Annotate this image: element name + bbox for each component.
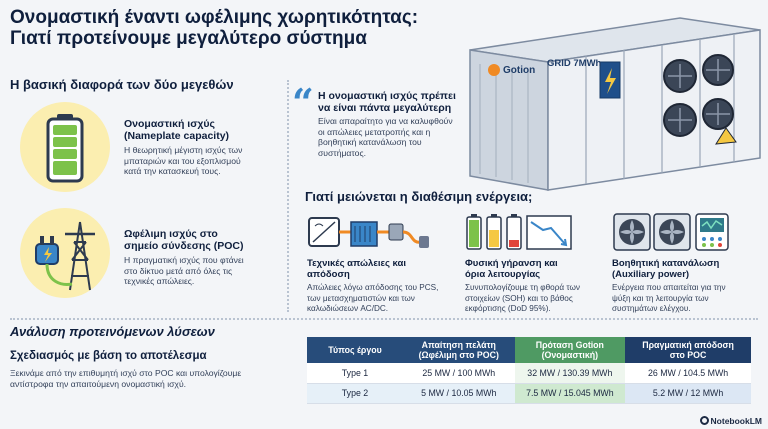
gotion-logo-icon bbox=[488, 64, 500, 76]
header-text: Πρόταση Gotion bbox=[535, 340, 604, 350]
quote-mark-icon: “ bbox=[292, 80, 314, 125]
fans-controller-icon bbox=[612, 212, 732, 252]
reason-aux-title-2: (Auxiliary power) bbox=[612, 269, 690, 280]
quote-text-line: Είναι απαραίτητο για να καλυφθούν bbox=[318, 116, 453, 126]
table-row bbox=[307, 363, 751, 383]
reason-technical-title-2: απόδοση bbox=[307, 269, 350, 280]
reason-aux-title-1: Βοηθητική κατανάλωση bbox=[612, 258, 720, 269]
table-cell: 7.5 MW / 15.045 MWh bbox=[515, 383, 626, 403]
table-cell: 25 MW / 100 MWh bbox=[403, 363, 515, 383]
nameplate-title-1: Ονομαστική ισχύς bbox=[124, 118, 215, 130]
reasons-heading: Γιατί μειώνεται η διαθέσιμη ενέργεια; bbox=[305, 189, 533, 204]
notebooklm-credit bbox=[700, 416, 762, 426]
vertical-divider bbox=[287, 80, 289, 312]
solutions-text-line: Ξεκινάμε από την επιθυμητή ισχύ στο POC και υπολογίζουμε bbox=[10, 368, 242, 378]
poc-text-line: τεχνικές απώλειες. bbox=[124, 276, 195, 286]
container-illustration bbox=[466, 4, 766, 194]
table-cell: 32 MW / 130.39 MWh bbox=[515, 363, 626, 383]
header-project-type bbox=[307, 337, 403, 363]
header-text: Πραγματική απόδοση bbox=[642, 340, 734, 350]
nameplate-text bbox=[124, 145, 284, 177]
header-text: (Ονομαστική) bbox=[541, 350, 599, 360]
reason-aging-title-2: όρια λειτουργίας bbox=[465, 269, 541, 280]
quote-card bbox=[318, 90, 468, 158]
table-row bbox=[307, 383, 751, 403]
table-cell: 5.2 MW / 12 MWh bbox=[625, 383, 751, 403]
table-cell: 26 MW / 104.5 MWh bbox=[625, 363, 751, 383]
poc-text bbox=[124, 255, 284, 287]
table-cell: 5 MW / 10.05 MWh bbox=[403, 383, 515, 403]
reason-aux-text-line: ψύξη και τη λειτουργία των bbox=[612, 293, 709, 303]
page-title bbox=[10, 7, 480, 49]
left-section-heading: Η βασική διαφορά των δύο μεγεθών bbox=[10, 77, 234, 92]
inverter-transformer-icon bbox=[307, 212, 433, 252]
quote-text-line: οι απώλειες μετατροπής και η bbox=[318, 126, 431, 137]
reason-aging-text-line: Συνυπολογίζουμε τη φθορά των bbox=[465, 283, 580, 292]
plug-pylon-icon bbox=[18, 206, 112, 300]
header-text: (Ωφέλιμη στο POC) bbox=[418, 350, 499, 360]
solutions-heading: Ανάλυση προτεινόμενων λύσεων bbox=[10, 324, 215, 339]
reason-technical-title-1: Τεχνικές απώλειες και bbox=[307, 258, 407, 269]
table-cell: Type 2 bbox=[307, 383, 403, 403]
header-gotion-proposal bbox=[515, 337, 626, 363]
credit-text: NotebookLM bbox=[710, 416, 762, 426]
nameplate-card bbox=[124, 118, 284, 177]
poc-title-1: Ωφέλιμη ισχύς στο bbox=[124, 228, 218, 240]
reason-aux-text-line: Ενέργεια που απαιτείται για την bbox=[612, 283, 726, 292]
poc-title-2: σημείο σύνδεσης (POC) bbox=[124, 240, 244, 252]
reason-aux-card bbox=[612, 258, 762, 315]
nameplate-title-2: (Nameplate capacity) bbox=[124, 130, 230, 142]
title-line-2: Γιατί προτείνουμε μεγαλύτερο σύστημα bbox=[10, 28, 367, 49]
poc-text-line: Η πραγματική ισχύς που φτάνει bbox=[124, 255, 244, 265]
title-line-1: Ονομαστική έναντι ωφέλιμης χωρητικότητας: bbox=[10, 7, 419, 28]
horizontal-divider bbox=[10, 318, 758, 320]
reason-aging-text-line: στοιχείων (SOH) και το βάθος bbox=[465, 293, 573, 303]
quote-title-1: Η ονομαστική ισχύς πρέπει bbox=[318, 90, 456, 102]
reason-aging-text bbox=[465, 283, 605, 315]
header-text: Απαίτηση πελάτη bbox=[421, 340, 496, 350]
quote-text bbox=[318, 116, 468, 158]
header-text: στο POC bbox=[669, 350, 707, 360]
container-logo bbox=[488, 60, 540, 80]
container-brand: Gotion bbox=[503, 64, 536, 76]
reason-technical-text bbox=[307, 283, 447, 315]
battery-icon bbox=[18, 100, 112, 194]
nameplate-text-line: κατά την κατασκευή τους. bbox=[124, 166, 221, 176]
nameplate-text-line: Η θεωρητική μέγιστη ισχύς των bbox=[124, 145, 243, 155]
container-model: GRID 7MWh bbox=[547, 58, 602, 69]
header-text: Τύπος έργου bbox=[328, 345, 382, 355]
header-actual-performance bbox=[625, 337, 751, 363]
solutions-text-line: αντίστροφα την απαιτούμενη ονομαστική ισχύ. bbox=[10, 378, 187, 389]
solutions-text bbox=[10, 368, 300, 389]
quote-text-line: συστήματος. bbox=[318, 147, 366, 158]
reason-technical-text-line: των μετασχηματιστών και των bbox=[307, 293, 415, 303]
poc-card bbox=[124, 228, 284, 287]
reason-aux-text-line: συστημάτων ελέγχου. bbox=[612, 304, 691, 313]
table-cell: Type 1 bbox=[307, 363, 403, 383]
poc-text-line: στο δίκτυο μετά από όλες τις bbox=[124, 265, 233, 276]
solutions-subheading: Σχεδιασμός με βάση το αποτέλεσμα bbox=[10, 350, 207, 362]
header-client-requirement bbox=[403, 337, 515, 363]
reason-technical-text-line: Απώλειες λόγω απόδοσης του PCS, bbox=[307, 283, 439, 292]
battery-degradation-icon bbox=[465, 212, 575, 252]
reason-aux-text bbox=[612, 283, 762, 315]
reason-aging-card bbox=[465, 258, 605, 315]
reason-technical-text-line: καλωδιώσεων AC/DC. bbox=[307, 304, 389, 313]
notebooklm-logo-icon bbox=[700, 416, 709, 425]
nameplate-text-line: μπαταριών και του εξοπλισμού bbox=[124, 155, 241, 166]
quote-text-line: βοηθητική κατανάλωση του bbox=[318, 137, 422, 147]
solutions-table bbox=[307, 337, 751, 404]
quote-title-2: να είναι πάντα μεγαλύτερη bbox=[318, 102, 452, 114]
reason-aging-title-1: Φυσική γήρανση και bbox=[465, 258, 558, 269]
table-header-row bbox=[307, 337, 751, 363]
reason-technical-card bbox=[307, 258, 447, 315]
reason-aging-text-line: εκφόρτισης (DoD 95%). bbox=[465, 304, 551, 313]
